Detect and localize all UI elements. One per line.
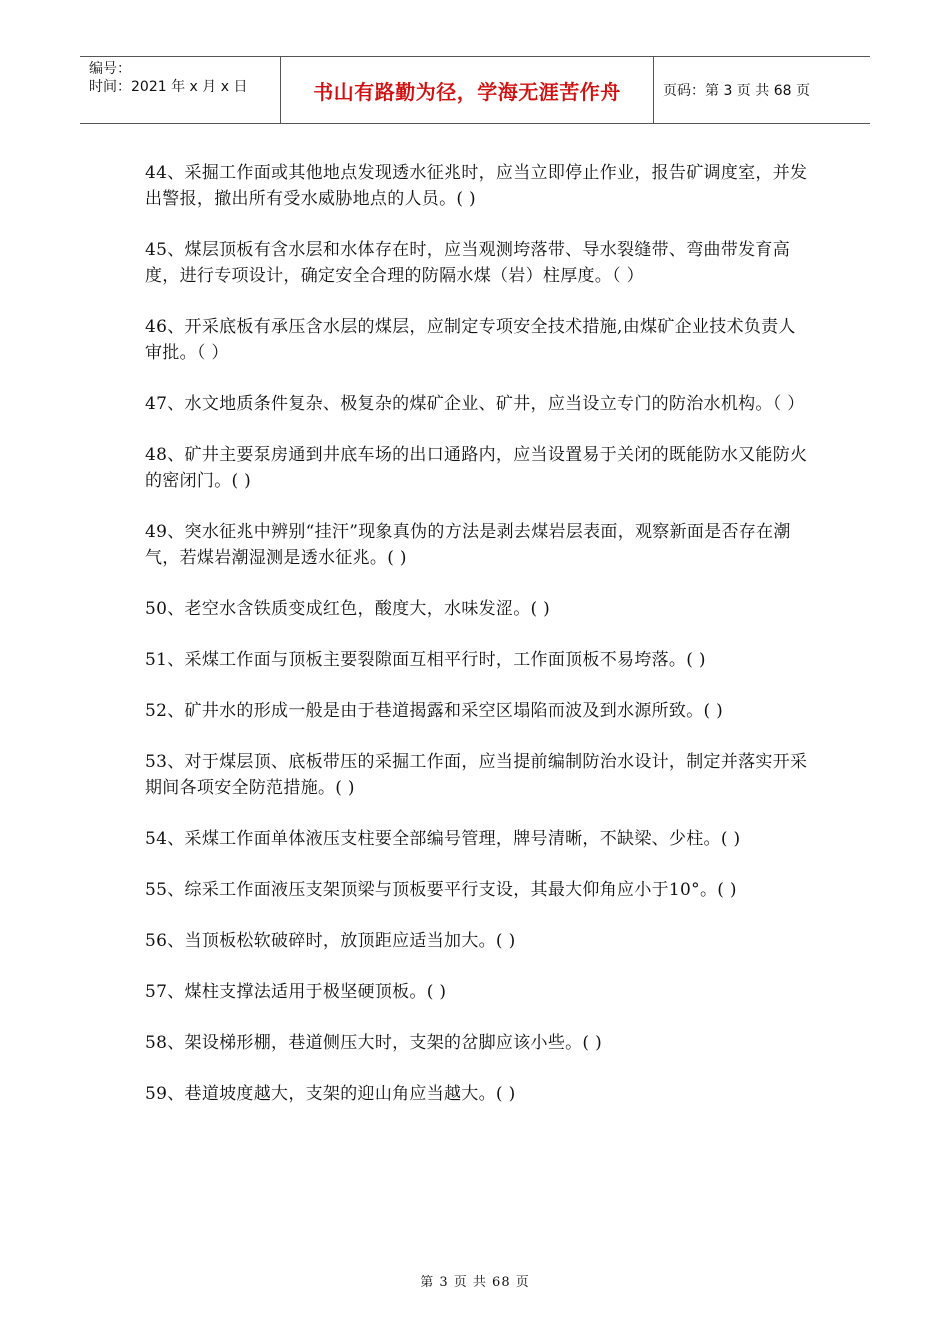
question-item: 52、矿井水的形成一般是由于巷道揭露和采空区塌陷而波及到水源所致。( ) bbox=[145, 701, 724, 721]
document-number-label: 编号： bbox=[89, 61, 131, 77]
question-item: 47、水文地质条件复杂、极复杂的煤矿企业、矿井，应当设立专门的防治水机构。（ ） bbox=[145, 394, 805, 414]
question-item: 49、突水征兆中辨别“挂汗”现象真伪的方法是剥去煤岩层表面，观察新面是否存在潮气，若煤岩潮湿测是透水征兆。( ) bbox=[145, 522, 791, 568]
document-date: 时间：2021 年 x 月 x 日 bbox=[89, 79, 248, 95]
header-motto: 书山有路勤为径，学海无涯苦作舟 bbox=[281, 57, 654, 123]
question-list bbox=[145, 160, 810, 1132]
question-item: 48、矿井主要泵房通到井底车场的出口通路内，应当设置易于关闭的既能防水又能防火的密闭门。( ) bbox=[145, 445, 808, 491]
question-item: 58、架设梯形棚，巷道侧压大时，支架的岔脚应该小些。( ) bbox=[145, 1033, 602, 1053]
question-item: 56、当顶板松软破碎时，放顶距应适当加大。( ) bbox=[145, 931, 516, 951]
question-item: 50、老空水含铁质变成红色，酸度大，水味发涩。( ) bbox=[145, 599, 551, 619]
question-item: 44、采掘工作面或其他地点发现透水征兆时，应当立即停止作业，报告矿调度室，并发出警报，撤出所有受水威胁地点的人员。( ) bbox=[145, 163, 808, 209]
question-item: 51、采煤工作面与顶板主要裂隙面互相平行时，工作面顶板不易垮落。( ) bbox=[145, 650, 706, 670]
header-meta bbox=[80, 57, 281, 123]
question-item: 45、煤层顶板有含水层和水体存在时，应当观测垮落带、导水裂缝带、弯曲带发育高度，进行专项设计，确定安全合理的防隔水煤（岩）柱厚度。（ ） bbox=[145, 240, 791, 286]
question-item: 46、开采底板有承压含水层的煤层，应制定专项安全技术措施,由煤矿企业技术负责人审批。（ ） bbox=[145, 317, 796, 363]
question-item: 54、采煤工作面单体液压支柱要全部编号管理，牌号清晰，不缺梁、少柱。( ) bbox=[145, 829, 741, 849]
question-item: 57、煤柱支撑法适用于极坚硬顶板。( ) bbox=[145, 982, 447, 1002]
document-header bbox=[80, 56, 870, 124]
question-item: 53、对于煤层顶、底板带压的采掘工作面，应当提前编制防治水设计，制定并落实开采期间各项安全防范措施。( ) bbox=[145, 752, 808, 798]
question-item: 59、巷道坡度越大，支架的迎山角应当越大。( ) bbox=[145, 1084, 516, 1104]
page-footer: 第 3 页 共 68 页 bbox=[420, 1275, 530, 1290]
question-item: 55、综采工作面液压支架顶梁与顶板要平行支设，其最大仰角应小于10°。( ) bbox=[145, 880, 737, 900]
header-page-info: 页码：第 3 页 共 68 页 bbox=[663, 83, 810, 99]
